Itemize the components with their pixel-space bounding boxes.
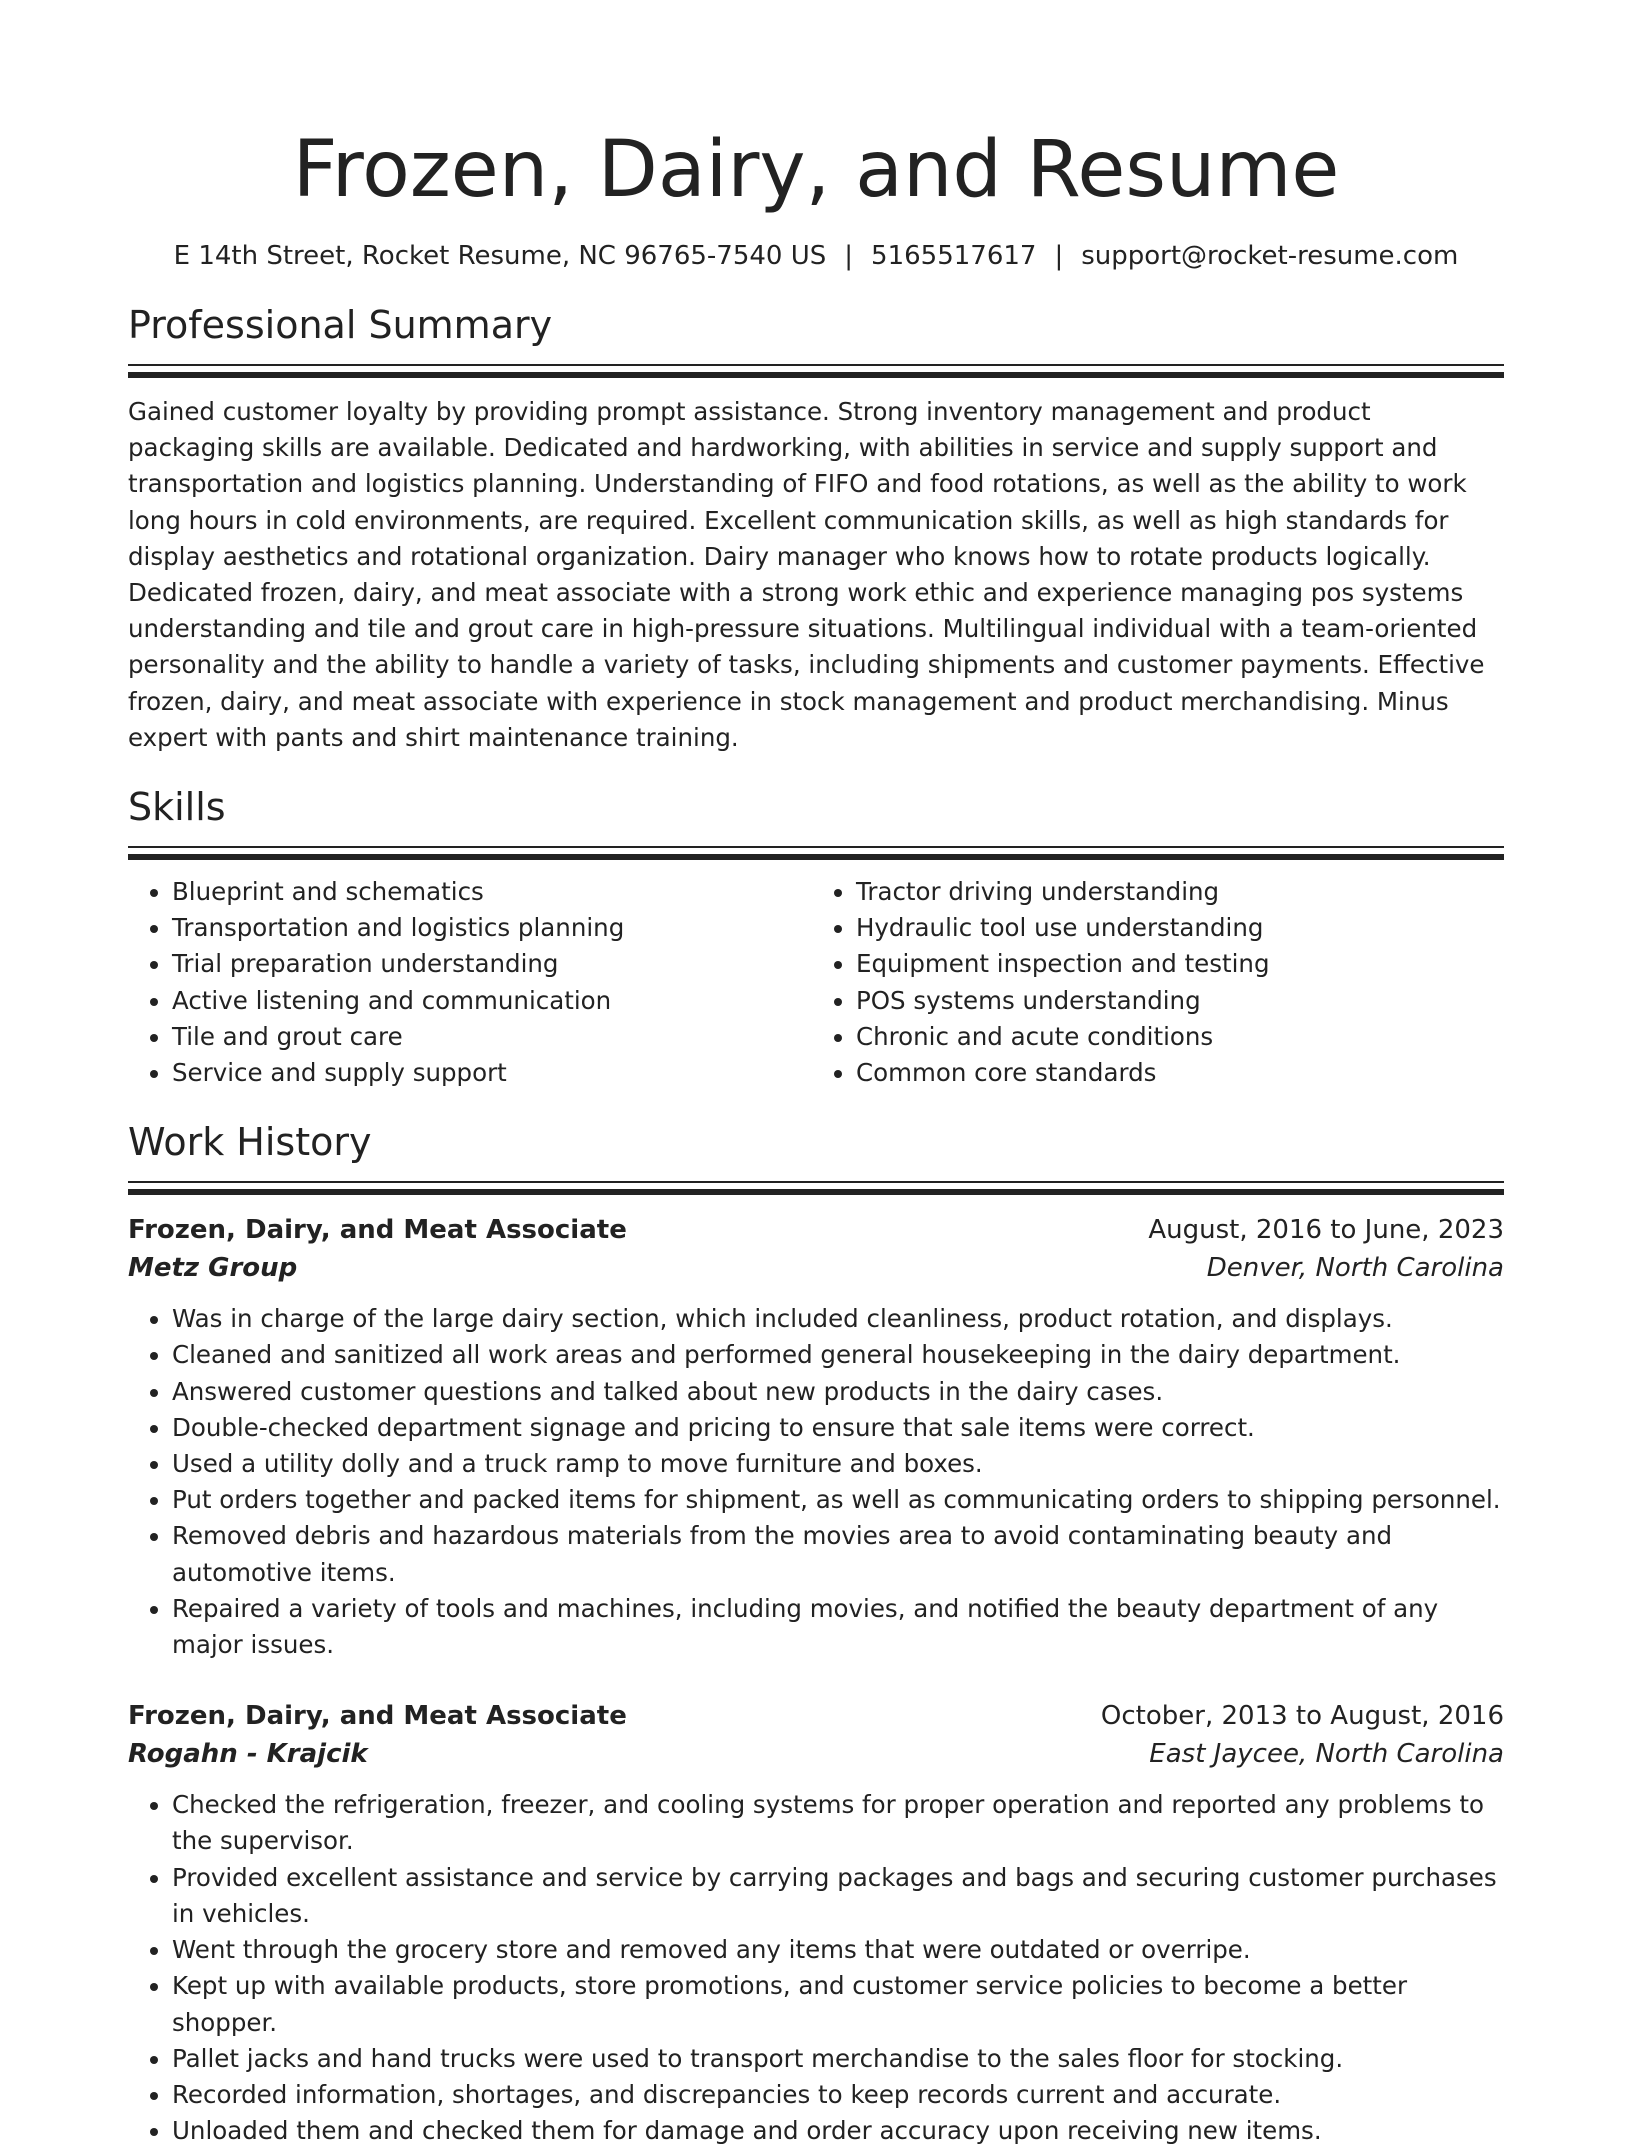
job-subheader xyxy=(128,1249,1504,1287)
job-header xyxy=(128,1211,1504,1249)
job-location: East Jaycee, North Carolina xyxy=(1149,1739,1504,1770)
job-bullet: • Provided excellent assistance and service by carrying packages and bags and securing customer purchases in vehicles. xyxy=(172,1860,1504,1932)
candidate-name: Frozen, Dairy, and Resume xyxy=(292,125,1340,215)
job-bullet: • Recorded information, shortages, and discrepancies to keep records current and accurate. xyxy=(172,2077,1504,2113)
company-name: Rogahn - Krajcik xyxy=(128,1739,368,1770)
skills-section xyxy=(128,782,1504,1091)
job-bullets xyxy=(128,1787,1504,2149)
summary-paragraph: Gained customer loyalty by providing prompt assistance. Strong inventory management and product packaging skills are available. Dedicated and hardworking, with abilities in service and supply support and transportation and logistics planning. Understanding of FIFO and food rotations, as well as the ability to work long hours in cold environments, are required. Excellent communication skills, as well as high standards for display aesthetics and rotational organization. Dairy manager who knows how to rotate products logically. Dedicated frozen, dairy, and meat associate with a strong work ethic and experience managing pos systems understanding and tile and grout care in high-pressure situations. Multilingual individual with a team-oriented personality and the ability to handle a variety of tasks, including shipments and customer payments. Effective frozen, dairy, and meat associate with experience in stock management and product merchandising. Minus expert with pants and shirt maintenance training. xyxy=(128,397,1485,752)
section-divider xyxy=(128,846,1504,860)
skill-item: • Transportation and logistics planning xyxy=(172,910,812,946)
job-bullet: • Put orders together and packed items for shipment, as well as communicating orders to shipping personnel. xyxy=(172,1482,1504,1518)
phone-number[interactable]: 5165517617 xyxy=(871,241,1037,271)
job-bullet: • Used a utility dolly and a truck ramp to move furniture and boxes. xyxy=(172,1446,1504,1482)
job-bullet: • Removed debris and hazardous materials from the movies area to avoid contaminating beauty and automotive items. xyxy=(172,1518,1504,1590)
skill-item: • Blueprint and schematics xyxy=(172,874,812,910)
skill-item: • Equipment inspection and testing xyxy=(856,946,1496,982)
job-entry xyxy=(128,1697,1504,2149)
work-history-section xyxy=(128,1117,1504,2149)
skill-item: • Chronic and acute conditions xyxy=(856,1019,1496,1055)
skills-list-left xyxy=(128,874,812,1091)
job-bullet: • Repaired a variety of tools and machines, including movies, and notified the beauty department of any major issues. xyxy=(172,1591,1504,1663)
email-link[interactable]: support@rocket-resume.com xyxy=(1081,241,1459,271)
job-bullet: • Unloaded them and checked them for damage and order accuracy upon receiving new items. xyxy=(172,2113,1504,2149)
job-bullet: • Cleaned and sanitized all work areas and performed general housekeeping in the dairy department. xyxy=(172,1337,1504,1373)
skill-item: • Common core standards xyxy=(856,1055,1496,1091)
job-dates: October, 2013 to August, 2016 xyxy=(1100,1701,1504,1732)
job-location: Denver, North Carolina xyxy=(1206,1253,1504,1284)
job-bullet: • Pallet jacks and hand trucks were used to transport merchandise to the sales floor for stocking. xyxy=(172,2041,1504,2077)
job-bullets xyxy=(128,1301,1504,1663)
address: E 14th Street, Rocket Resume, NC 96765-7540 US xyxy=(173,241,827,271)
job-bullet: • Went through the grocery store and removed any items that were outdated or overripe. xyxy=(172,1932,1504,1968)
contact-line xyxy=(128,238,1504,274)
resume-page xyxy=(128,0,1504,2149)
section-title-work-history: Work History xyxy=(128,1120,372,1165)
skill-item: • Hydraulic tool use understanding xyxy=(856,910,1496,946)
skill-item: • Tractor driving understanding xyxy=(856,874,1496,910)
skills-list-right xyxy=(812,874,1496,1091)
company-name: Metz Group xyxy=(128,1253,298,1284)
section-divider xyxy=(128,364,1504,378)
job-dates: August, 2016 to June, 2023 xyxy=(1148,1215,1504,1246)
skill-item: • Active listening and communication xyxy=(172,983,812,1019)
skill-item: • Trial preparation understanding xyxy=(172,946,812,982)
contact-separator: | xyxy=(844,241,854,271)
contact-separator: | xyxy=(1054,241,1064,271)
job-title: Frozen, Dairy, and Meat Associate xyxy=(128,1215,627,1246)
section-title-skills: Skills xyxy=(128,785,226,830)
job-bullet: • Was in charge of the large dairy section, which included cleanliness, product rotation, and displays. xyxy=(172,1301,1504,1337)
section-title-summary: Professional Summary xyxy=(128,303,553,347)
skill-item: • POS systems understanding xyxy=(856,983,1496,1019)
job-bullet: • Checked the refrigeration, freezer, and cooling systems for proper operation and reported any problems to the supervisor. xyxy=(172,1787,1504,1859)
skill-item: • Service and supply support xyxy=(172,1055,812,1091)
job-subheader xyxy=(128,1735,1504,1773)
job-bullet: • Answered customer questions and talked about new products in the dairy cases. xyxy=(172,1374,1504,1410)
skills-columns xyxy=(128,874,1504,1091)
job-title: Frozen, Dairy, and Meat Associate xyxy=(128,1701,627,1732)
job-entry xyxy=(128,1211,1504,1663)
summary-section xyxy=(128,300,1504,756)
section-divider xyxy=(128,1181,1504,1195)
job-header xyxy=(128,1697,1504,1735)
job-bullet: • Double-checked department signage and pricing to ensure that sale items were correct. xyxy=(172,1410,1504,1446)
skill-item: • Tile and grout care xyxy=(172,1019,812,1055)
job-bullet: • Kept up with available products, store promotions, and customer service policies to become a better shopper. xyxy=(172,1968,1504,2040)
